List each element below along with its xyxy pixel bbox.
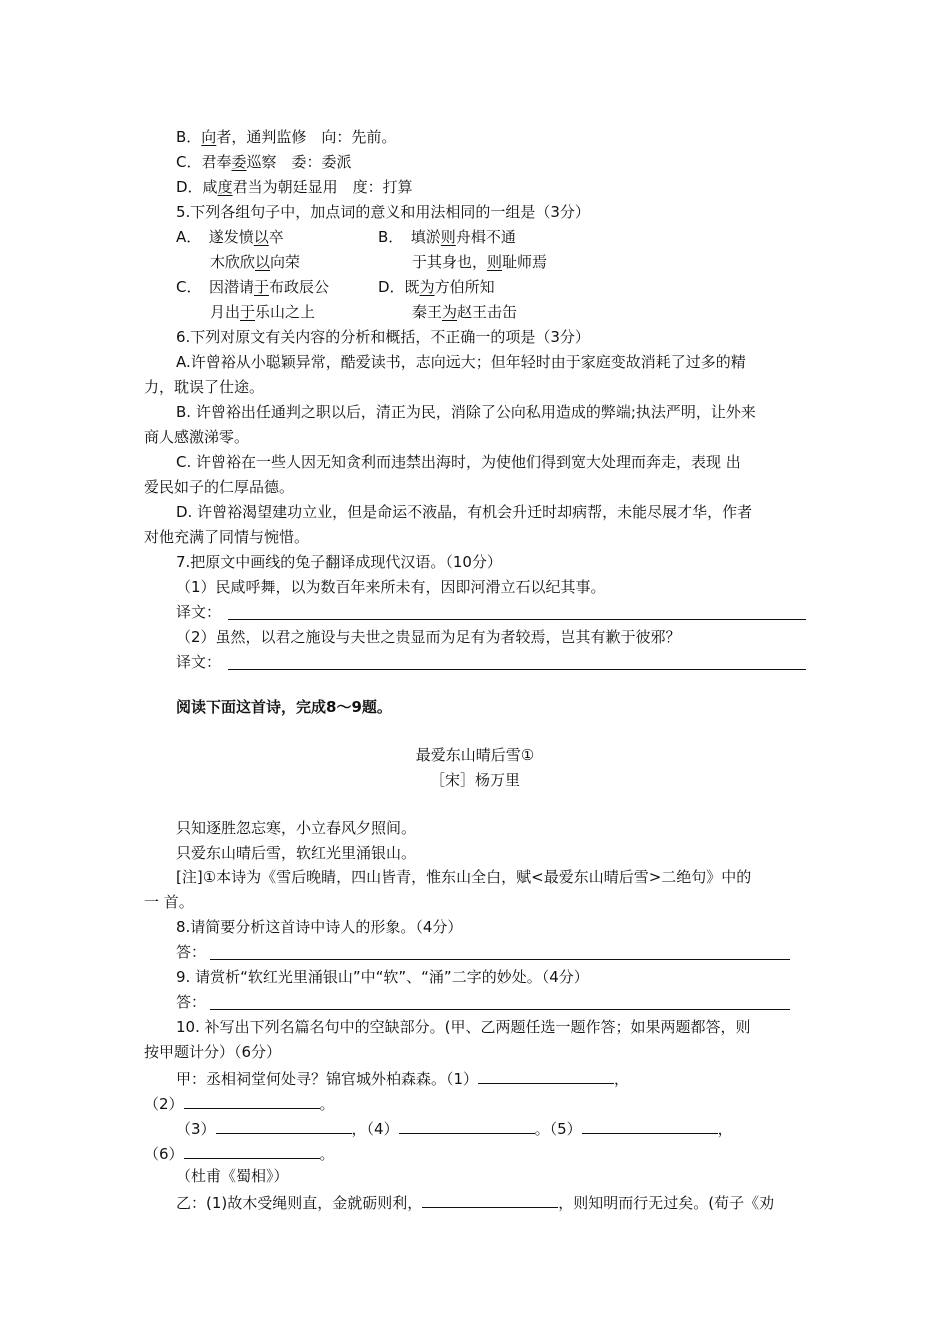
- q5-option-b-line1: [378, 227, 516, 247]
- q10-jia-text: 甲：丞相祠堂何处寻？锦官城外柏森森。（1）: [176, 1070, 479, 1088]
- q5-a1-pre: A． 遂发愤: [176, 228, 254, 246]
- q7-answer-line-1[interactable]: [228, 619, 806, 620]
- q9-stem: 9. 请赏析“软红光里涌银山”中“软”、“涌”二字的妙处。（4分）: [176, 968, 589, 986]
- q5-b2-marked-word: 则: [487, 253, 503, 271]
- q10-jia-source: （杜甫《蜀相》）: [176, 1167, 289, 1185]
- q10-blank-4[interactable]: [399, 1117, 535, 1134]
- q5-option-d-line2: [412, 302, 517, 322]
- q10-stem-line-2: 按甲题计分）（6分）: [144, 1043, 282, 1061]
- q5-a2-pre: 木欣欣: [210, 253, 256, 271]
- q10-comma-1: ，: [614, 1070, 630, 1088]
- q5-d1-marked-word: 为: [419, 278, 435, 296]
- q8-answer-line[interactable]: [210, 959, 790, 960]
- poem-line-2: 只爱东山晴后雪，软红光里涌银山。: [176, 844, 417, 862]
- q10-jia-line-1: [176, 1067, 629, 1089]
- q5-b2-pre: 于其身也，: [412, 253, 488, 271]
- q5-option-b-line2: [412, 252, 547, 272]
- q10-num-3: （3）: [176, 1120, 216, 1138]
- poem-instruction: 阅读下面这首诗，完成8～9题。: [176, 698, 392, 716]
- q10-comma-5: ，: [717, 1120, 733, 1138]
- q10-period-2: 。: [319, 1095, 335, 1113]
- q7-answer-label-2: 译文：: [176, 653, 222, 671]
- q8-answer-label: 答：: [176, 943, 207, 961]
- poem-line-1: 只知逐胜忽忘寒，小立春风夕照间。: [176, 819, 417, 837]
- q5-d1-post: 方伯所知: [434, 278, 495, 296]
- q5-b1-pre: B． 填淤: [378, 228, 441, 246]
- q5-a2-marked-word: 以: [255, 253, 271, 271]
- q10-num-5: 。（5）: [534, 1120, 582, 1138]
- q5-option-a-line2: [210, 252, 300, 272]
- q4-c-rest: 巡察 委：委派: [246, 153, 352, 171]
- q10-blank-2[interactable]: [184, 1092, 320, 1109]
- q5-stem: 5.下列各组句子中，加点词的意义和用法相同的一组是（3分）: [176, 203, 590, 221]
- q6-option-b-line2: 商人感激涕零。: [144, 428, 250, 446]
- q5-a2-post: 向荣: [270, 253, 301, 271]
- q7-sentence-2: （2）虽然，以君之施设与夫世之贵显而为足有为者较焉，岂其有歉于彼邪？: [176, 628, 681, 646]
- q5-option-a-line1: [176, 227, 284, 247]
- q5-b2-post: 耻师焉: [502, 253, 548, 271]
- q4-option-b: [176, 127, 396, 147]
- q6-option-a-line1: A.许曾裕从小聪颖异常，酷爱读书，志向远大；但年轻时由于家庭变故消耗了过多的精: [176, 353, 746, 371]
- poem-note-line-2: 一 首。: [144, 893, 194, 911]
- q5-d1-pre: D．既: [378, 278, 420, 296]
- q6-option-c-line1: C. 许曾裕在一些人因无知贪利而违禁出海时，为使他们得到宽大处理而奔走，表现 出: [176, 453, 741, 471]
- q10-jia-line-4: [144, 1142, 335, 1164]
- q6-option-d-line1: D. 许曾裕渴望建功立业，但是命运不液晶，有机会升迁时却病帮，未能尽展才华，作者: [176, 503, 753, 521]
- q9-answer-line[interactable]: [210, 1009, 790, 1010]
- q10-yi-text-after: ，则知明而行无过矣。(荀子《劝: [558, 1194, 775, 1212]
- q5-b1-marked-word: 则: [440, 228, 456, 246]
- q6-stem: 6.下列对原文有关内容的分析和概括，不正确一的项是（3分）: [176, 328, 590, 346]
- q10-jia-line-2: [144, 1092, 335, 1114]
- q10-yi-text: 乙：(1)故木受绳则直，金就砺则利，: [176, 1194, 423, 1212]
- q10-blank-5[interactable]: [582, 1117, 718, 1134]
- q7-answer-line-2[interactable]: [228, 669, 806, 670]
- q10-blank-1[interactable]: [478, 1067, 614, 1084]
- q10-yi-line-1: [176, 1191, 774, 1213]
- q4-b-prefix: B．: [176, 128, 202, 146]
- q5-option-c-line2: [210, 302, 315, 322]
- q7-sentence-1: （1）民咸呼舞，以为数百年来所未有，因即河滑立石以纪其事。: [176, 578, 606, 596]
- q10-jia-line-3: [176, 1117, 733, 1139]
- poem-title: 最爱东山晴后雪①: [415, 746, 535, 764]
- q8-stem: 8.请简要分析这首诗中诗人的形象。（4分）: [176, 918, 463, 936]
- q5-a1-post: 卒: [268, 228, 284, 246]
- q5-b1-post: 舟楫不通: [455, 228, 516, 246]
- q5-option-c-line1: [176, 277, 329, 297]
- q5-c1-pre: C． 因潜请: [176, 278, 254, 296]
- q6-option-c-line2: 爱民如子的仁厚品德。: [144, 478, 295, 496]
- q7-stem: 7.把原文中画线的兔子翻译成现代汉语。（10分）: [176, 553, 502, 571]
- q6-option-b-line1: B. 许曾裕出任通判之职以后，清正为民，消除了公向私用造成的弊端;执法严明，让外来: [176, 403, 756, 421]
- q5-option-d-line1: [378, 277, 495, 297]
- q10-period-6: 。: [319, 1145, 335, 1163]
- q5-d2-post: 赵王击缶: [457, 303, 518, 321]
- q10-num-4: ，（4）: [351, 1120, 399, 1138]
- q4-b-marked-word: 向: [201, 128, 217, 146]
- q4-d-prefix: D．咸: [176, 178, 218, 196]
- q6-option-d-line2: 对他充满了同情与惋惜。: [144, 528, 310, 546]
- q10-blank-3[interactable]: [216, 1117, 352, 1134]
- q4-d-rest: 君当为朝廷显用 度：打算: [232, 178, 413, 196]
- q10-num-2: （2）: [144, 1095, 184, 1113]
- q4-b-rest: 者，通判监修 向：先前。: [216, 128, 397, 146]
- q5-d2-pre: 秦王: [412, 303, 443, 321]
- q4-c-prefix: C．君奉: [176, 153, 232, 171]
- poem-author: ［宋］杨万里: [429, 771, 520, 789]
- q5-a1-marked-word: 以: [253, 228, 269, 246]
- q5-c2-marked-word: 于: [240, 303, 256, 321]
- q4-c-marked-word: 委: [231, 153, 247, 171]
- q5-d2-marked-word: 为: [442, 303, 458, 321]
- q4-option-d: [176, 177, 413, 197]
- q7-answer-label-1: 译文：: [176, 603, 222, 621]
- q6-option-a-line2: 力，耽误了仕途。: [144, 378, 265, 396]
- q10-yi-blank-1[interactable]: [422, 1191, 558, 1208]
- q5-c2-pre: 月出: [210, 303, 241, 321]
- poem-note-line-1: [注]①本诗为《雪后晚睛，四山皆青，惟东山全白，赋<最爱东山晴后雪>二绝句》中的: [176, 868, 752, 886]
- q5-c2-post: 乐山之上: [255, 303, 316, 321]
- q5-c1-post: 布政辰公: [269, 278, 330, 296]
- q10-blank-6[interactable]: [184, 1142, 320, 1159]
- q5-c1-marked-word: 于: [253, 278, 269, 296]
- q9-answer-label: 答：: [176, 993, 207, 1011]
- q10-num-6: （6）: [144, 1145, 184, 1163]
- q4-option-c: [176, 152, 352, 172]
- q10-stem-line-1: 10. 补写出下列名篇名句中的空缺部分。(甲、乙两题任选一题作答；如果两题都答，则: [176, 1018, 751, 1036]
- q4-d-marked-word: 度: [217, 178, 233, 196]
